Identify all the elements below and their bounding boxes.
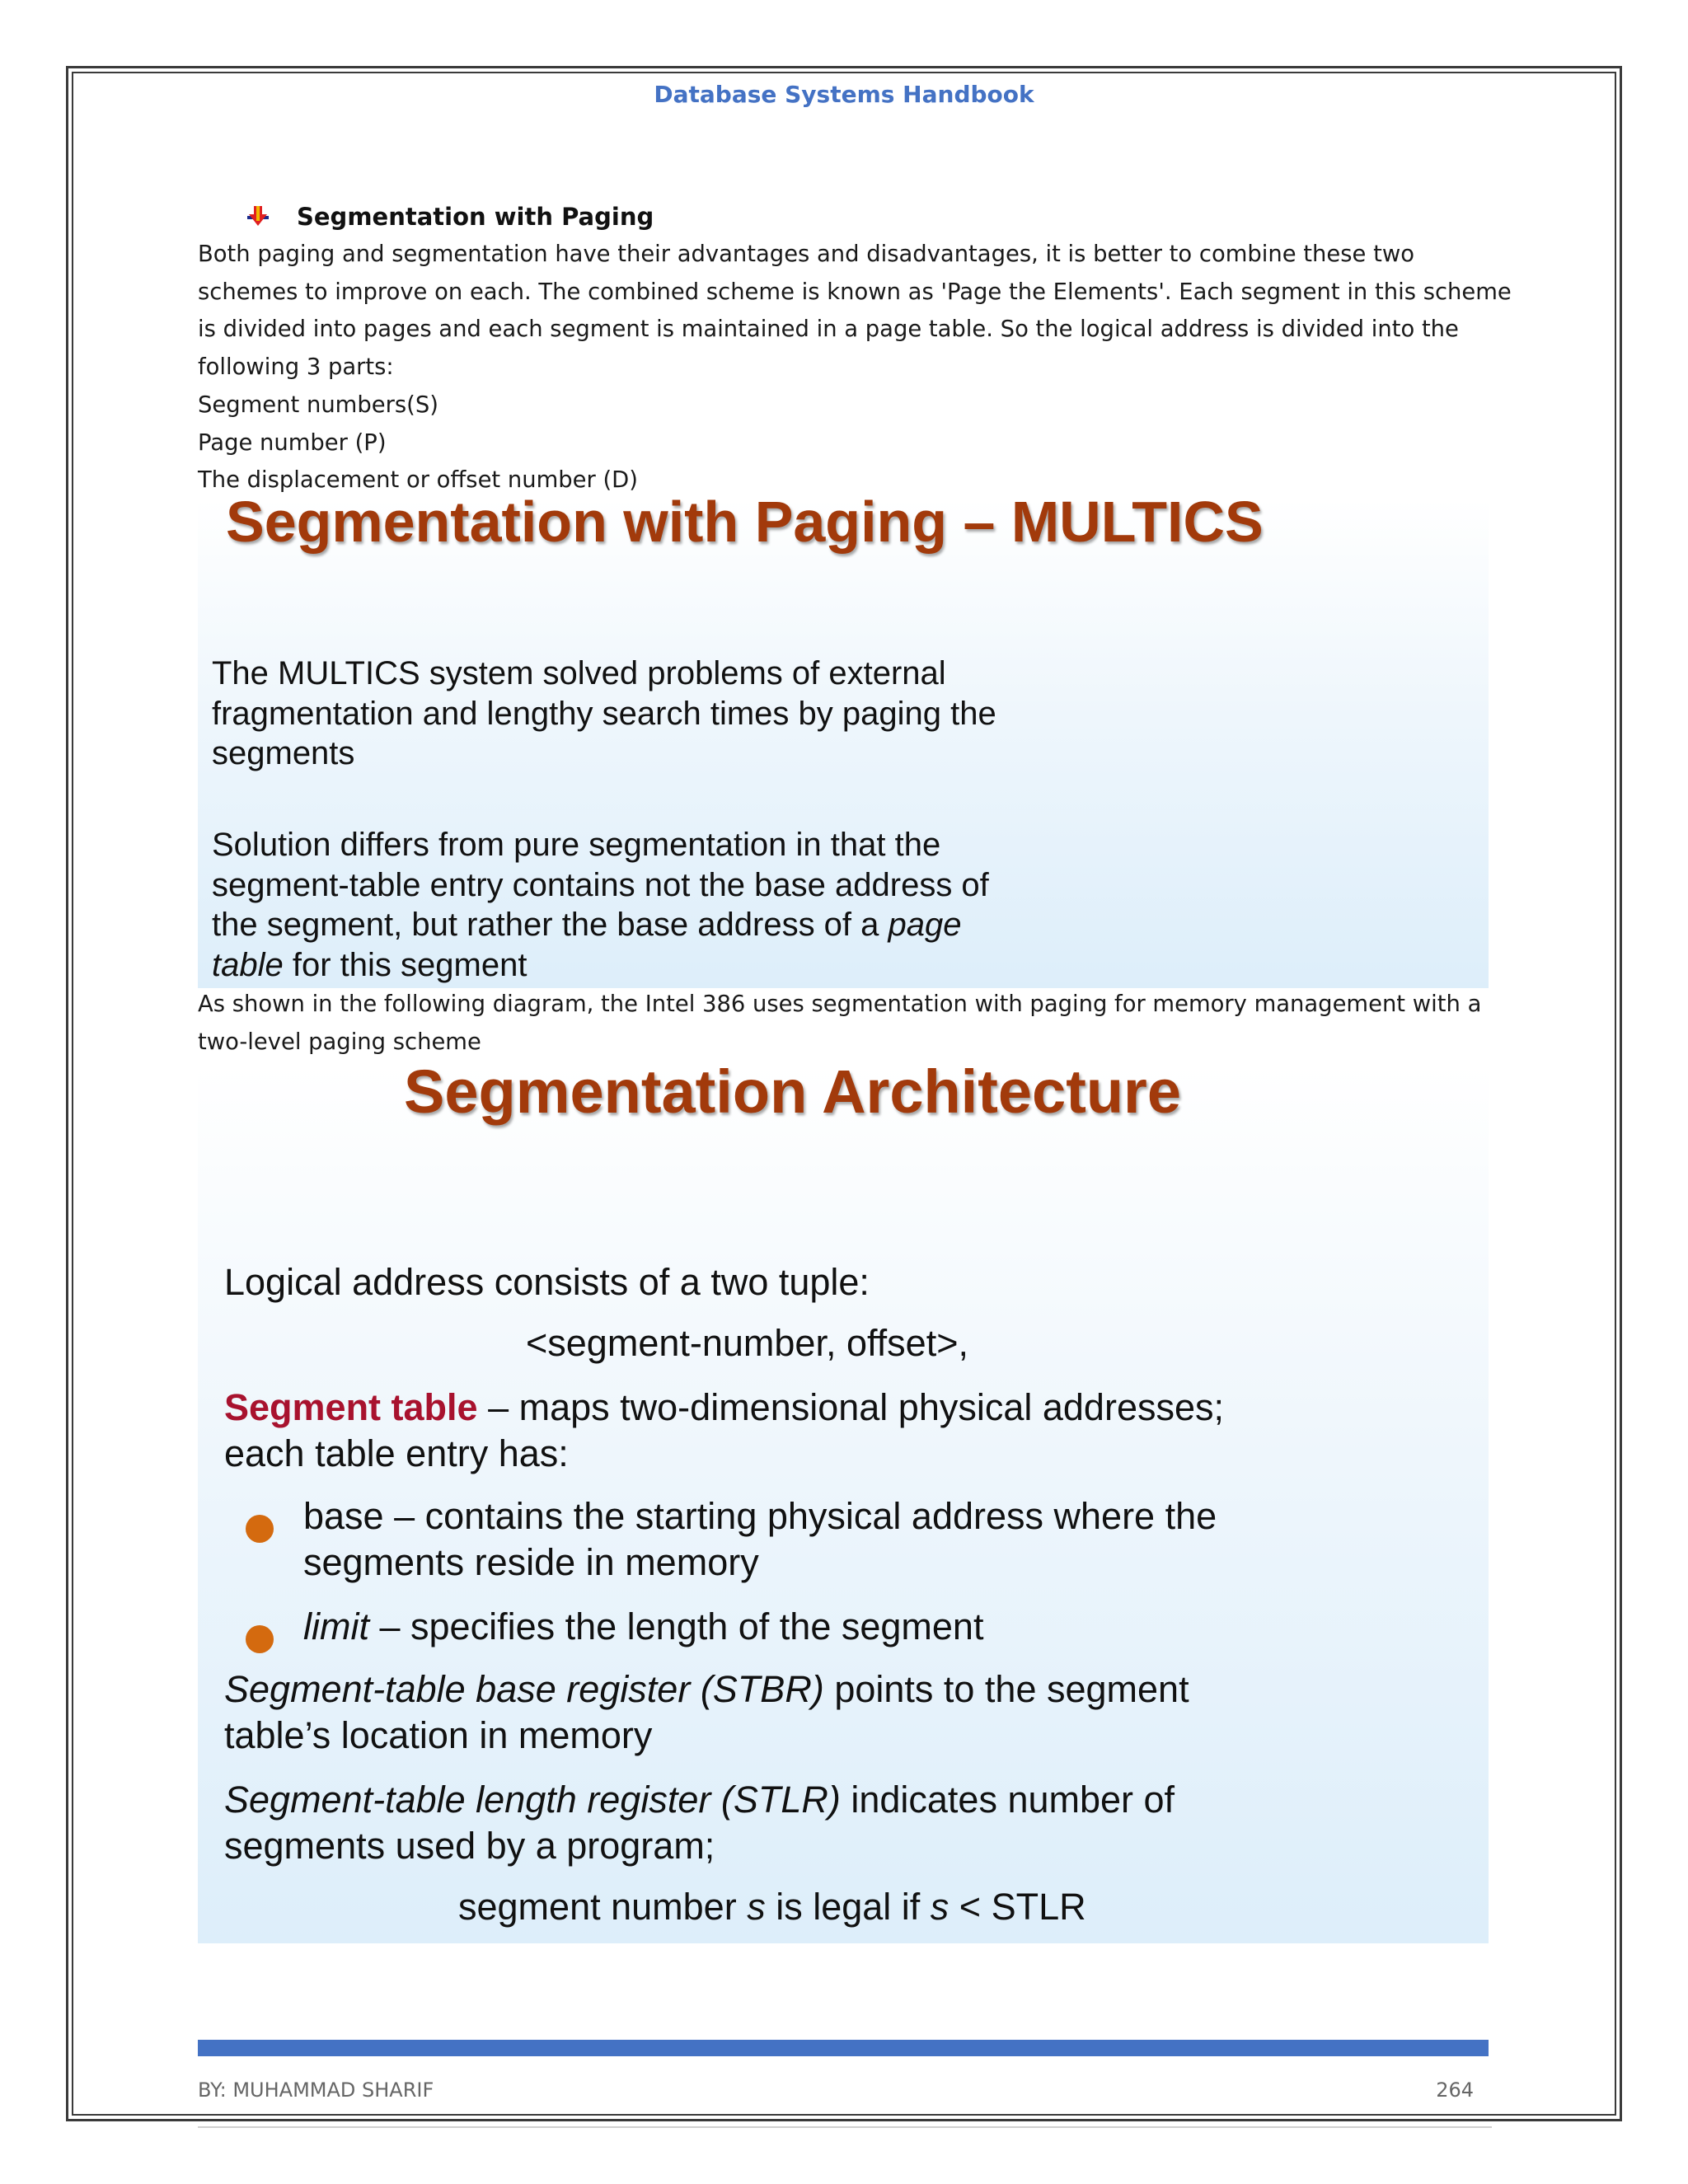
slide-line: Solution differs from pure segmentation in that the	[212, 827, 941, 863]
paragraph-line: schemes to improve on each. The combined scheme is known as 'Page the Elements'. Each segment in this scheme	[198, 279, 1512, 305]
base-bullet-line: base – contains the starting physical address where the	[303, 1495, 1217, 1537]
intro-paragraph	[198, 236, 1512, 499]
section-heading	[198, 198, 1492, 236]
diagram-caption	[198, 986, 1481, 1061]
stbr-line	[224, 1666, 1189, 1712]
footer-author: BY: MUHAMMAD SHARIF	[198, 2079, 434, 2102]
architecture-slide-title: Segmentation Architecture	[404, 1057, 1181, 1126]
stlr-line-2: segments used by a program;	[224, 1825, 715, 1867]
body-text	[198, 198, 1512, 499]
slide-text: for this segment	[283, 946, 528, 983]
slide-text: < STLR	[949, 1886, 1086, 1928]
limit-bullet-line	[303, 1604, 983, 1649]
bullet-dot-icon	[246, 1625, 274, 1653]
multics-slide-paragraph-1	[212, 654, 996, 774]
slide-line: fragmentation and lengthy search times by paging the	[212, 695, 996, 732]
slide-italic-term: limit	[303, 1605, 369, 1647]
slide-italic-term: s	[930, 1886, 950, 1928]
slide-italic-term: table	[212, 946, 284, 983]
caption-line: two-level paging scheme	[198, 1029, 481, 1055]
slide-italic-term: Segment-table length register (STLR)	[224, 1779, 841, 1821]
legal-condition-line	[458, 1886, 1086, 1929]
address-part-segment: Segment numbers(S)	[198, 391, 438, 418]
slide-line: segment-table entry contains not the base address of	[212, 866, 989, 903]
slide-italic-term: page	[888, 907, 962, 943]
stbr-line-2: table’s location in memory	[224, 1714, 653, 1756]
slide-line: The MULTICS system solved problems of external	[212, 655, 946, 691]
running-header: Database Systems Handbook	[654, 81, 1034, 108]
slide-text: – specifies the length of the segment	[368, 1605, 984, 1647]
stlr-line	[224, 1777, 1175, 1822]
base-bullet-line-2: segments reside in memory	[303, 1541, 759, 1583]
multics-slide-title: Segmentation with Paging – MULTICS	[226, 490, 1264, 554]
slide-text: the segment, but rather the base address of a	[212, 907, 889, 943]
multics-slide-image	[198, 490, 1489, 988]
bottom-divider	[198, 2126, 1492, 2128]
segment-table-term: Segment table	[224, 1386, 478, 1428]
paragraph-line: following 3 parts:	[198, 354, 394, 381]
logical-address-line: Logical address consists of a two tuple:	[224, 1261, 870, 1303]
address-part-offset: The displacement or offset number (D)	[198, 467, 638, 494]
segment-table-line	[224, 1385, 1224, 1430]
slide-line: segments	[212, 735, 355, 771]
caption-line: As shown in the following diagram, the Intel 386 uses segmentation with paging for memory management with a	[198, 991, 1482, 1017]
slide-italic-term: Segment-table base register (STBR)	[224, 1668, 824, 1710]
paragraph-line: Both paging and segmentation have their advantages and disadvantages, it is better to combine these two	[198, 241, 1414, 267]
tuple-line: <segment-number, offset>,	[526, 1322, 968, 1364]
slide-text: indicates number of	[840, 1779, 1175, 1821]
slide-text: is legal if	[765, 1886, 931, 1928]
slide-line	[212, 905, 989, 945]
paragraph-line: is divided into pages and each segment is maintained in a page table. So the logical address is divided into the	[198, 316, 1459, 343]
address-part-page: Page number (P)	[198, 429, 387, 456]
bullet-dot-icon	[246, 1515, 274, 1543]
slide-text: – maps two-dimensional physical addresses;	[477, 1386, 1225, 1428]
slide-line	[212, 945, 989, 986]
footer-accent-bar	[198, 2040, 1489, 2056]
multics-slide-paragraph-2	[212, 825, 989, 985]
section-heading-text: Segmentation with Paging	[297, 203, 654, 231]
segment-table-line-2: each table entry has:	[224, 1432, 569, 1474]
page-number: 264	[1436, 2079, 1474, 2102]
slide-text: points to the segment	[823, 1668, 1189, 1710]
slide-text: segment number	[458, 1886, 748, 1928]
down-arrow-bullet-icon	[246, 204, 270, 229]
segmentation-architecture-slide-image	[198, 1057, 1489, 1943]
slide-italic-term: s	[747, 1886, 766, 1928]
